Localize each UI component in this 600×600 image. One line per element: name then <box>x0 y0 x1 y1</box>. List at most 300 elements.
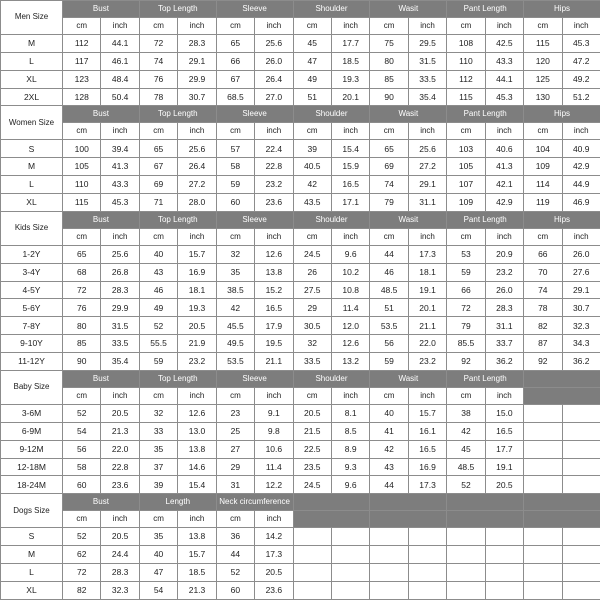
measurement-cell: 16.5 <box>331 176 369 194</box>
empty-cell <box>408 546 446 564</box>
measurement-cell: 85 <box>63 335 101 353</box>
unit-cm-label: cm <box>370 387 408 404</box>
measurement-cell: 49 <box>139 299 177 317</box>
measurement-cell: 17.9 <box>255 317 293 335</box>
measurement-cell: 11.4 <box>255 458 293 476</box>
measurement-cell: 110 <box>63 176 101 194</box>
measure-group-header: Wasit <box>370 106 447 123</box>
size-row <box>1 281 600 299</box>
measurement-cell: 26.0 <box>562 245 600 263</box>
measurement-cell: 72 <box>447 299 485 317</box>
measurement-cell: 19.3 <box>331 70 369 88</box>
unit-cm-label: cm <box>63 17 101 34</box>
unit-cm-label: cm <box>370 123 408 140</box>
measurement-cell: 31 <box>216 476 254 494</box>
unit-inch-label: inch <box>485 387 523 404</box>
measurement-cell: 112 <box>63 34 101 52</box>
measurement-cell: 31.5 <box>408 52 446 70</box>
measurement-cell: 17.3 <box>408 245 446 263</box>
measurement-cell: 9.3 <box>331 458 369 476</box>
empty-cell <box>562 458 600 476</box>
unit-cm-label: cm <box>216 511 254 528</box>
measurement-cell: 54 <box>139 581 177 599</box>
measurement-cell: 21.1 <box>255 353 293 371</box>
measurement-cell: 16.9 <box>178 263 216 281</box>
size-label: XL <box>1 193 63 211</box>
size-label: 11-12Y <box>1 353 63 371</box>
size-label: L <box>1 563 63 581</box>
measurement-cell: 72 <box>63 281 101 299</box>
unit-inch-label: inch <box>255 228 293 245</box>
measurement-cell: 45 <box>447 440 485 458</box>
blank-header-cell <box>524 511 600 528</box>
measurement-cell: 23.2 <box>178 353 216 371</box>
measurement-cell: 117 <box>63 52 101 70</box>
section-title-men-size: Men Size <box>1 1 63 35</box>
size-label: 7-8Y <box>1 317 63 335</box>
unit-cm-label: cm <box>293 17 331 34</box>
empty-cell <box>331 528 369 546</box>
measurement-cell: 65 <box>216 34 254 52</box>
measurement-cell: 115 <box>63 193 101 211</box>
measurement-cell: 42.9 <box>562 158 600 176</box>
measurement-cell: 115 <box>524 34 562 52</box>
measure-group-header: Pant Length <box>447 1 524 18</box>
measurement-cell: 114 <box>524 176 562 194</box>
empty-cell <box>524 563 562 581</box>
unit-inch-label: inch <box>408 123 446 140</box>
measure-group-header: Hips <box>524 106 600 123</box>
measurement-cell: 10.8 <box>331 281 369 299</box>
measurement-cell: 12.6 <box>178 404 216 422</box>
measurement-cell: 22.0 <box>408 335 446 353</box>
measurement-cell: 13.8 <box>178 440 216 458</box>
unit-inch-label: inch <box>101 228 139 245</box>
measurement-cell: 130 <box>524 88 562 106</box>
measurement-cell: 69 <box>370 158 408 176</box>
measurement-cell: 12.2 <box>255 476 293 494</box>
measurement-cell: 20.5 <box>293 404 331 422</box>
measurement-cell: 38 <box>447 404 485 422</box>
measurement-cell: 90 <box>63 353 101 371</box>
measurement-cell: 15.7 <box>178 245 216 263</box>
measurement-cell: 20.5 <box>178 317 216 335</box>
size-label: L <box>1 176 63 194</box>
empty-cell <box>485 563 523 581</box>
measurement-cell: 15.9 <box>331 158 369 176</box>
measurement-cell: 55.5 <box>139 335 177 353</box>
measurement-cell: 14.6 <box>178 458 216 476</box>
unit-header-row <box>1 387 600 404</box>
measurement-cell: 47 <box>139 563 177 581</box>
empty-cell <box>524 458 562 476</box>
blank-header-cell <box>447 511 524 528</box>
size-label: 5-6Y <box>1 299 63 317</box>
measurement-cell: 48.5 <box>447 458 485 476</box>
measurement-cell: 60 <box>216 193 254 211</box>
measurement-cell: 51.2 <box>562 88 600 106</box>
unit-cm-label: cm <box>216 387 254 404</box>
measurement-cell: 32.3 <box>101 581 139 599</box>
measurement-cell: 33.7 <box>485 335 523 353</box>
measurement-cell: 13.8 <box>178 528 216 546</box>
measurement-cell: 18.5 <box>331 52 369 70</box>
empty-cell <box>562 404 600 422</box>
size-label: 6-9M <box>1 422 63 440</box>
measurement-cell: 62 <box>63 546 101 564</box>
unit-header-row <box>1 228 600 245</box>
measurement-cell: 59 <box>447 263 485 281</box>
unit-inch-label: inch <box>178 387 216 404</box>
measurement-cell: 74 <box>370 176 408 194</box>
measurement-cell: 16.5 <box>485 422 523 440</box>
measurement-cell: 23.2 <box>408 353 446 371</box>
measurement-cell: 20.5 <box>255 563 293 581</box>
measurement-cell: 72 <box>63 563 101 581</box>
measurement-cell: 22.4 <box>255 140 293 158</box>
measurement-cell: 29.9 <box>178 70 216 88</box>
unit-inch-label: inch <box>101 123 139 140</box>
measurement-cell: 71 <box>139 193 177 211</box>
measurement-cell: 12.6 <box>255 245 293 263</box>
size-row <box>1 299 600 317</box>
measurement-cell: 35.4 <box>408 88 446 106</box>
size-row <box>1 140 600 158</box>
measurement-cell: 20.9 <box>485 245 523 263</box>
measurement-cell: 13.8 <box>255 263 293 281</box>
measurement-cell: 17.1 <box>331 193 369 211</box>
measurement-cell: 11.4 <box>331 299 369 317</box>
unit-cm-label: cm <box>293 228 331 245</box>
measurement-cell: 21.9 <box>178 335 216 353</box>
measurement-cell: 10.6 <box>255 440 293 458</box>
measurement-cell: 23.2 <box>255 176 293 194</box>
unit-cm-label: cm <box>524 228 562 245</box>
measurement-cell: 40 <box>370 404 408 422</box>
unit-inch-label: inch <box>255 123 293 140</box>
size-row <box>1 335 600 353</box>
unit-inch-label: inch <box>101 511 139 528</box>
unit-cm-label: cm <box>139 228 177 245</box>
measurement-cell: 21.3 <box>101 422 139 440</box>
size-chart-body <box>1 1 600 600</box>
measurement-cell: 30.5 <box>293 317 331 335</box>
measurement-cell: 23.6 <box>255 193 293 211</box>
measure-group-header: Top Length <box>139 1 216 18</box>
unit-cm-label: cm <box>216 228 254 245</box>
size-label: 2XL <box>1 88 63 106</box>
measurement-cell: 41.3 <box>485 158 523 176</box>
measurement-cell: 25.6 <box>101 245 139 263</box>
measurement-cell: 105 <box>63 158 101 176</box>
unit-cm-label: cm <box>139 123 177 140</box>
measurement-cell: 105 <box>447 158 485 176</box>
measurement-cell: 39 <box>293 140 331 158</box>
measurement-cell: 68 <box>63 263 101 281</box>
unit-inch-label: inch <box>562 17 600 34</box>
section-group-header-row <box>1 106 600 123</box>
measurement-cell: 31.1 <box>485 317 523 335</box>
measurement-cell: 20.5 <box>101 528 139 546</box>
measurement-cell: 42 <box>216 299 254 317</box>
measurement-cell: 24.5 <box>293 245 331 263</box>
unit-cm-label: cm <box>63 228 101 245</box>
measurement-cell: 20.1 <box>408 299 446 317</box>
unit-cm-label: cm <box>370 228 408 245</box>
measurement-cell: 66 <box>524 245 562 263</box>
size-row <box>1 263 600 281</box>
empty-cell <box>524 476 562 494</box>
section-group-header-row <box>1 1 600 18</box>
measurement-cell: 115 <box>447 88 485 106</box>
size-row <box>1 34 600 52</box>
measurement-cell: 20.5 <box>485 476 523 494</box>
measure-group-header: Wasit <box>370 370 447 387</box>
measurement-cell: 28.3 <box>101 563 139 581</box>
measurement-cell: 50.4 <box>101 88 139 106</box>
measurement-cell: 109 <box>447 193 485 211</box>
measurement-cell: 52 <box>63 528 101 546</box>
measurement-cell: 9.1 <box>255 404 293 422</box>
measurement-cell: 33.5 <box>293 353 331 371</box>
measurement-cell: 82 <box>63 581 101 599</box>
unit-inch-label: inch <box>178 17 216 34</box>
measurement-cell: 43.3 <box>485 52 523 70</box>
measurement-cell: 74 <box>524 281 562 299</box>
measurement-cell: 44.1 <box>101 34 139 52</box>
empty-cell <box>524 440 562 458</box>
measurement-cell: 16.5 <box>408 440 446 458</box>
measurement-cell: 31.5 <box>101 317 139 335</box>
empty-cell <box>293 528 331 546</box>
blank-header-cell <box>293 494 370 511</box>
measurement-cell: 58 <box>216 158 254 176</box>
unit-header-row <box>1 123 600 140</box>
measurement-cell: 35 <box>139 440 177 458</box>
unit-cm-label: cm <box>293 387 331 404</box>
measurement-cell: 107 <box>447 176 485 194</box>
measurement-cell: 100 <box>63 140 101 158</box>
measurement-cell: 44 <box>370 476 408 494</box>
unit-cm-label: cm <box>370 17 408 34</box>
measurement-cell: 19.1 <box>485 458 523 476</box>
measurement-cell: 8.1 <box>331 404 369 422</box>
measurement-cell: 68.5 <box>216 88 254 106</box>
measurement-cell: 51 <box>370 299 408 317</box>
blank-header-cell <box>370 511 447 528</box>
empty-cell <box>524 422 562 440</box>
empty-cell <box>562 546 600 564</box>
size-label: 1-2Y <box>1 245 63 263</box>
measurement-cell: 28.3 <box>101 281 139 299</box>
measurement-cell: 109 <box>524 158 562 176</box>
section-group-header-row <box>1 211 600 228</box>
measurement-cell: 49.5 <box>216 335 254 353</box>
measurement-cell: 29 <box>216 458 254 476</box>
section-group-header-row <box>1 494 600 511</box>
measurement-cell: 47 <box>293 52 331 70</box>
measurement-cell: 13.0 <box>178 422 216 440</box>
measurement-cell: 27.2 <box>178 176 216 194</box>
unit-cm-label: cm <box>447 387 485 404</box>
measurement-cell: 31.1 <box>408 193 446 211</box>
measurement-cell: 15.2 <box>255 281 293 299</box>
size-label: M <box>1 158 63 176</box>
measurement-cell: 22.8 <box>255 158 293 176</box>
empty-cell <box>485 528 523 546</box>
unit-cm-label: cm <box>139 511 177 528</box>
measurement-cell: 27.2 <box>408 158 446 176</box>
measure-group-header: Bust <box>63 370 140 387</box>
empty-cell <box>370 563 408 581</box>
unit-inch-label: inch <box>331 387 369 404</box>
unit-inch-label: inch <box>178 511 216 528</box>
measurement-cell: 16.9 <box>408 458 446 476</box>
size-label: 9-10Y <box>1 335 63 353</box>
measurement-cell: 30.7 <box>562 299 600 317</box>
measurement-cell: 40.9 <box>562 140 600 158</box>
blank-header-cell <box>524 387 600 404</box>
empty-cell <box>447 581 485 599</box>
unit-cm-label: cm <box>139 17 177 34</box>
measurement-cell: 38.5 <box>216 281 254 299</box>
measurement-cell: 87 <box>524 335 562 353</box>
empty-cell <box>485 546 523 564</box>
measurement-cell: 35 <box>139 528 177 546</box>
measurement-cell: 13.2 <box>331 353 369 371</box>
measurement-cell: 32 <box>139 404 177 422</box>
measurement-cell: 20.1 <box>331 88 369 106</box>
measurement-cell: 66 <box>216 52 254 70</box>
measure-group-header: Sleeve <box>216 370 293 387</box>
unit-inch-label: inch <box>485 123 523 140</box>
empty-cell <box>447 563 485 581</box>
measurement-cell: 8.9 <box>331 440 369 458</box>
measurement-cell: 48.4 <box>101 70 139 88</box>
measurement-cell: 46.1 <box>101 52 139 70</box>
measure-group-header: Sleeve <box>216 1 293 18</box>
measurement-cell: 43.3 <box>101 176 139 194</box>
measurement-cell: 20.5 <box>101 404 139 422</box>
measurement-cell: 35.4 <box>101 353 139 371</box>
unit-cm-label: cm <box>447 228 485 245</box>
measurement-cell: 123 <box>63 70 101 88</box>
measure-group-header: Shoulder <box>293 1 370 18</box>
size-row <box>1 404 600 422</box>
measure-group-header: Length <box>139 494 216 511</box>
unit-inch-label: inch <box>562 123 600 140</box>
size-label: L <box>1 52 63 70</box>
measurement-cell: 36.2 <box>562 353 600 371</box>
measurement-cell: 19.3 <box>178 299 216 317</box>
measurement-cell: 17.3 <box>408 476 446 494</box>
measurement-cell: 54 <box>63 422 101 440</box>
size-label: S <box>1 140 63 158</box>
size-label: 12-18M <box>1 458 63 476</box>
measurement-cell: 14.2 <box>255 528 293 546</box>
measurement-cell: 70 <box>524 263 562 281</box>
measurement-cell: 36 <box>216 528 254 546</box>
measure-group-header: Hips <box>524 1 600 18</box>
measurement-cell: 42 <box>293 176 331 194</box>
measurement-cell: 26.0 <box>255 52 293 70</box>
blank-header-cell <box>524 370 600 387</box>
measurement-cell: 9.6 <box>331 476 369 494</box>
size-row <box>1 193 600 211</box>
unit-cm-label: cm <box>293 123 331 140</box>
unit-inch-label: inch <box>408 228 446 245</box>
empty-cell <box>370 528 408 546</box>
measurement-cell: 26.4 <box>178 158 216 176</box>
unit-inch-label: inch <box>408 17 446 34</box>
empty-cell <box>447 528 485 546</box>
size-row <box>1 353 600 371</box>
measurement-cell: 48.5 <box>370 281 408 299</box>
size-row <box>1 245 600 263</box>
measurement-cell: 52 <box>63 404 101 422</box>
measurement-cell: 21.1 <box>408 317 446 335</box>
measurement-cell: 26.8 <box>101 263 139 281</box>
unit-inch-label: inch <box>255 17 293 34</box>
measurement-cell: 45 <box>293 34 331 52</box>
measurement-cell: 34.3 <box>562 335 600 353</box>
measurement-cell: 92 <box>524 353 562 371</box>
size-label: 9-12M <box>1 440 63 458</box>
measurement-cell: 22.8 <box>101 458 139 476</box>
measurement-cell: 42 <box>370 440 408 458</box>
measurement-cell: 65 <box>63 245 101 263</box>
unit-inch-label: inch <box>331 123 369 140</box>
measure-group-header: Sleeve <box>216 211 293 228</box>
size-row <box>1 422 600 440</box>
section-title-baby-size: Baby Size <box>1 370 63 404</box>
unit-inch-label: inch <box>485 228 523 245</box>
measurement-cell: 90 <box>370 88 408 106</box>
measurement-cell: 27.0 <box>255 88 293 106</box>
measurement-cell: 56 <box>63 440 101 458</box>
measurement-cell: 40 <box>139 546 177 564</box>
measure-group-header: Pant Length <box>447 106 524 123</box>
empty-cell <box>524 528 562 546</box>
measurement-cell: 46 <box>370 263 408 281</box>
size-row <box>1 158 600 176</box>
measurement-cell: 15.4 <box>178 476 216 494</box>
measurement-cell: 25 <box>216 422 254 440</box>
measurement-cell: 56 <box>370 335 408 353</box>
measurement-cell: 92 <box>447 353 485 371</box>
measurement-cell: 17.7 <box>485 440 523 458</box>
measurement-cell: 79 <box>370 193 408 211</box>
unit-cm-label: cm <box>216 17 254 34</box>
measurement-cell: 28.3 <box>485 299 523 317</box>
measurement-cell: 44.1 <box>485 70 523 88</box>
measurement-cell: 60 <box>216 581 254 599</box>
unit-inch-label: inch <box>255 387 293 404</box>
size-label: XL <box>1 70 63 88</box>
measure-group-header: Bust <box>63 494 140 511</box>
empty-cell <box>562 440 600 458</box>
measurement-cell: 44 <box>216 546 254 564</box>
measurement-cell: 22.0 <box>101 440 139 458</box>
unit-inch-label: inch <box>101 387 139 404</box>
empty-cell <box>370 581 408 599</box>
measurement-cell: 103 <box>447 140 485 158</box>
measure-group-header: Shoulder <box>293 370 370 387</box>
measurement-cell: 40 <box>139 245 177 263</box>
measurement-cell: 23.2 <box>485 263 523 281</box>
measurement-cell: 8.5 <box>331 422 369 440</box>
size-row <box>1 528 600 546</box>
